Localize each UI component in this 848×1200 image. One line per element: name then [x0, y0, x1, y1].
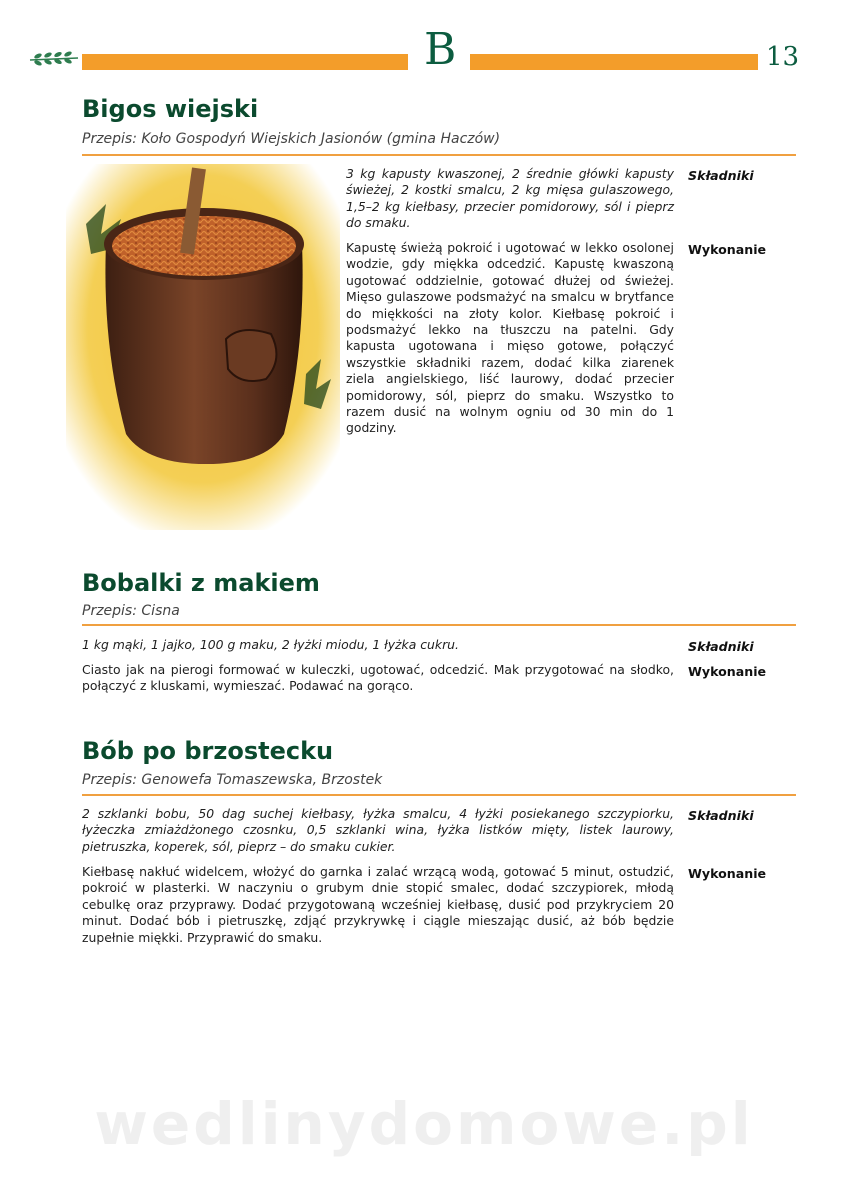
recipe-title: Bigos wiejski: [82, 95, 259, 123]
header-bar-right: [470, 54, 758, 70]
divider: [82, 794, 796, 796]
method-text: Kapustę świeżą pokroić i ugotować w lekko osolonej wodzie, gdy miękka odcedzić. Kapustę kwaszoną ugotować oddzielnie, gotować dłużej od świeżej. Mięso gulaszowe podsmażyć na smalcu w brytfance do miękkości na złoty kolor. Kiełbasę pokroić i podsmażyć lekko na tłuszczu na patelni. Gdy kapusta ugotowana i mięso gotowe, połączyć wszystkie składniki razem, dodać kilka ziarenek ziela angielskiego, liść laurowy, dodać przecier pomidorowy, sól, pieprz do smaku. Wszystko to razem dusić na wolnym ogniu od 30 min do 1 godziny.: [346, 240, 674, 436]
watermark: wedlinydomowe.pl: [94, 1090, 754, 1158]
header-bar-left: [82, 54, 408, 70]
ingredients-label: Składniki: [688, 168, 754, 183]
recipe-title: Bób po brzostecku: [82, 737, 334, 765]
laurel-branch-icon: [28, 50, 80, 68]
method-text: Ciasto jak na pierogi formować w kuleczki, ugotować, odcedzić. Mak przygotować na słodko, połączyć z kluskami, wymieszać. Podawać na gorąco.: [82, 662, 674, 694]
method-label: Wykonanie: [688, 242, 767, 257]
method-text: Kiełbasę nakłuć widelcem, włożyć do garnka i zalać wrzącą wodą, gotować 5 minut, ostudzić, pokroić w plasterki. W naczyniu o grubym dnie stopić smalec, dodać szczypiorek, młodą cebulkę oraz przyprawy. Dodać przygotowaną wcześniej kiełbasę, dusić pod przykryciem 20 minut. Dodać bób i pietruszkę, zdjąć przykrywkę i ciągle mieszając dusić, aż bób będzie zupełnie miękki. Przyprawić do smaku.: [82, 864, 674, 945]
ingredients-text: 3 kg kapusty kwaszonej, 2 średnie główki kapusty świeżej, 2 kostki smalcu, 2 kg mięsa gulaszowego, 1,5–2 kg kiełbasy, przecier pomidorowy, sól i pieprz do smaku.: [346, 166, 674, 231]
section-letter: B: [424, 24, 457, 75]
recipe-source: Przepis: Genowefa Tomaszewska, Brzostek: [82, 772, 383, 788]
recipe-title: Bobalki z makiem: [82, 569, 320, 597]
divider: [82, 624, 796, 626]
ingredients-text: 1 kg mąki, 1 jajko, 100 g maku, 2 łyżki miodu, 1 łyżka cukru.: [82, 637, 459, 652]
page-number: 13: [766, 42, 800, 72]
bigos-pot-photo: [66, 164, 340, 530]
divider: [82, 154, 796, 156]
ingredients-text: 2 szklanki bobu, 50 dag suchej kiełbasy, łyżka smalcu, 4 łyżki posiekanego szczypiorku, łyżeczka zmiażdżonego czosnku, 0,5 szklanki wina, łyżka listków mięty, listek laurowy, pietruszka, koperek, sól, pieprz – do smaku cukier.: [82, 806, 674, 854]
method-label: Wykonanie: [688, 664, 767, 679]
recipe-source: Przepis: Cisna: [82, 603, 180, 619]
recipe-source: Przepis: Koło Gospodyń Wiejskich Jasionów (gmina Haczów): [82, 131, 501, 147]
method-label: Wykonanie: [688, 866, 767, 881]
ingredients-label: Składniki: [688, 808, 754, 823]
ingredients-label: Składniki: [688, 639, 754, 654]
